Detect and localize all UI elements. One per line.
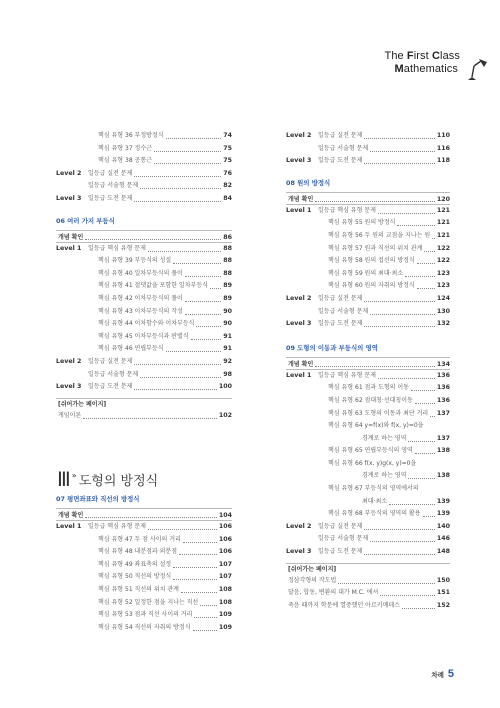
toc-entry[interactable] [56, 534, 232, 547]
level-label: Level 3 [286, 157, 312, 165]
entry-title: 일등급 실전 문제 [318, 132, 363, 139]
chapter-title: 도형의 방정식 [78, 474, 159, 489]
entry-title: 일등급 실전 문제 [88, 169, 133, 177]
entry-page: 140 [436, 522, 450, 530]
entry-page: 109 [218, 623, 232, 631]
break-page-entry[interactable] [286, 587, 450, 600]
entry-page: 75 [223, 144, 232, 152]
break-page-entry[interactable] [56, 410, 232, 423]
toc-entry[interactable] [286, 318, 450, 331]
entry-title: 핵심 유형 68 부등식의 영역의 활용 [328, 510, 421, 518]
leader-dots [134, 170, 221, 177]
entry-title: 일등급 도전 문제 [318, 320, 363, 328]
entry-page: 123 [436, 282, 450, 290]
entry-page: 109 [218, 611, 232, 619]
entry-title: 핵심 유형 66 f(x, y)g(x, y)=0을 [328, 459, 417, 467]
toc-entry[interactable] [56, 521, 232, 534]
toc-entry[interactable] [286, 370, 450, 383]
toc-left-column [56, 130, 232, 422]
level-label: Level 3 [286, 548, 312, 556]
leader-dots [417, 282, 435, 289]
entry-title: 핵심 유형 55 원의 방정식 [328, 219, 396, 227]
toc-entry[interactable] [286, 395, 450, 408]
entry-page: 139 [436, 510, 450, 518]
entry-page: 100 [218, 383, 232, 391]
entry-page: 76 [223, 169, 232, 177]
entry-page: 116 [436, 144, 450, 152]
toc-entry[interactable] [286, 280, 450, 293]
leader-dots [166, 345, 222, 352]
leader-dots [411, 384, 435, 391]
entry-page: 138 [436, 447, 450, 455]
entry-page: 110 [436, 132, 450, 139]
concept-title: 개념 확인 [288, 195, 314, 203]
leader-dots [364, 157, 434, 164]
concept-check-entry[interactable] [56, 230, 232, 243]
entry-page: 88 [223, 244, 232, 252]
toc-entry[interactable] [56, 306, 232, 319]
entry-title: 일등급 서술형 문제 [318, 144, 369, 152]
leader-dots [370, 308, 435, 315]
level-label: Level 2 [56, 169, 82, 177]
entry-page: 89 [223, 294, 232, 302]
entry-title: 핵심 유형 48 내분점과 외분점 [98, 548, 178, 556]
brand-line-2: Mathematics [394, 63, 458, 75]
entry-title: 핵심 유형 40 일차부등식의 풀이 [98, 269, 183, 277]
level-label: Level 3 [56, 194, 82, 202]
break-page-entry[interactable] [286, 600, 450, 613]
entry-page: 122 [436, 257, 450, 265]
entry-page: 150 [436, 576, 450, 584]
entry-page: 90 [223, 320, 232, 328]
leader-dots [430, 410, 435, 417]
level-label: Level 1 [56, 244, 82, 252]
entry-title: 핵심 유형 60 원의 자취의 방정식 [328, 282, 415, 290]
entry-page: 122 [436, 244, 450, 252]
entry-title: 핵심 유형 37 정수근 [98, 144, 152, 152]
entry-page: 136 [436, 371, 450, 379]
leader-dots [426, 422, 448, 429]
entry-page: 137 [436, 434, 450, 442]
leader-dots [405, 270, 435, 277]
toc-entry[interactable] [286, 306, 450, 319]
leader-dots [370, 145, 435, 152]
leader-dots [408, 435, 434, 442]
entry-title: 일등급 핵심 유형 문제 [318, 371, 376, 379]
entry-page: 136 [436, 396, 450, 404]
toc-entry[interactable] [286, 521, 450, 534]
chapter-number: Ⅲ [57, 469, 71, 491]
toc-entry[interactable] [286, 217, 450, 230]
leader-dots [154, 157, 221, 164]
entry-page: 107 [218, 560, 232, 568]
entry-title: 핵심 유형 65 연립부등식의 영역 [328, 447, 413, 455]
toc-entry[interactable] [56, 609, 232, 622]
entry-title: 경계로 하는 영역 [362, 472, 407, 480]
toc-entry[interactable] [56, 571, 232, 584]
concept-title: 개념 확인 [288, 360, 314, 368]
entry-title: 일등급 도전 문제 [88, 383, 133, 391]
entry-page: 121 [436, 219, 450, 227]
leader-dots [191, 333, 222, 340]
chapter-heading [57, 470, 158, 490]
leader-dots [134, 358, 221, 365]
leader-dots [364, 132, 434, 139]
entry-title: 핵심 유형 62 점대칭·선대칭이동 [328, 396, 413, 404]
leader-dots [338, 577, 435, 584]
entry-title: 정삼각형의 작도법 [288, 576, 337, 584]
toc-entry[interactable] [286, 230, 450, 243]
toc-left-column-lower [56, 492, 232, 634]
entry-page: 120 [436, 195, 450, 203]
entry-title: 일등급 도전 문제 [88, 194, 133, 202]
entry-title: 경계로 하는 영역 [362, 434, 407, 442]
leader-dots [364, 523, 434, 530]
leader-dots [418, 460, 448, 467]
entry-title: 핵심 유형 36 부정방정식 [98, 132, 164, 139]
entry-title: 핵심 유형 46 연립부등식 [98, 345, 164, 353]
entry-title: 핵심 유형 42 이차부등식의 풀이 [98, 294, 183, 302]
leader-dots [415, 397, 435, 404]
section-title: 06 여러 가지 부등식 [56, 216, 115, 225]
chapter-quote-mark: » [71, 471, 77, 480]
entry-title: 핵심 유형 52 일정한 점을 지나는 직선 [98, 598, 199, 606]
toc-entry[interactable] [286, 143, 450, 156]
entry-title: 핵심 유형 64 y=f(x)와 f(x, y)=0을 [328, 422, 424, 430]
toc-entry[interactable] [56, 381, 232, 394]
entry-title: 핵심 유형 58 원의 접선의 방정식 [328, 257, 415, 265]
level-label: Level 3 [56, 383, 82, 391]
toc-entry[interactable] [56, 622, 232, 635]
entry-title: 죽음 때까지 학문에 열중했던 아르키메데스 [288, 601, 400, 609]
entry-title: 일등급 실전 문제 [318, 522, 363, 530]
entry-title: 핵심 유형 49 좌표축의 설정 [98, 560, 172, 568]
entry-page: 86 [223, 233, 232, 241]
page-number: 5 [447, 668, 454, 680]
leader-dots [173, 561, 217, 568]
level-label: Level 2 [286, 522, 312, 530]
level-label: Level 2 [286, 132, 312, 139]
entry-title: 핵심 유형 53 점과 직선 사이의 거리 [98, 611, 193, 619]
entry-title: 핵심 유형 59 원의 최대·최소 [328, 269, 404, 277]
leader-dots [85, 233, 221, 240]
leader-dots [378, 372, 435, 379]
leader-dots [378, 207, 435, 214]
toc-entry[interactable] [56, 180, 232, 193]
leader-dots [148, 245, 221, 252]
entry-title: 핵심 유형 47 두 점 사이의 거리 [98, 535, 181, 543]
entry-title: 핵심 유형 54 직선의 자취의 방정식 [98, 623, 191, 631]
entry-page: 108 [218, 585, 232, 593]
entry-page: 84 [223, 194, 232, 202]
entry-page: 82 [223, 182, 232, 190]
toc-entry[interactable] [286, 533, 450, 546]
entry-page: 89 [223, 282, 232, 290]
entry-title: 일등급 실전 문제 [88, 357, 133, 365]
entry-page: 106 [218, 535, 232, 543]
entry-page: 121 [436, 206, 450, 214]
concept-check-entry[interactable] [56, 508, 232, 521]
entry-page: 108 [218, 598, 232, 606]
entry-page: 148 [436, 548, 450, 556]
leader-dots [417, 257, 435, 264]
toc-entry[interactable] [286, 130, 450, 143]
entry-page: 107 [218, 573, 232, 581]
concept-check-entry[interactable] [286, 357, 450, 370]
entry-title: 일등급 서술형 문제 [88, 370, 139, 378]
entry-title: 핵심 유형 44 이차함수와 이차부등식 [98, 320, 195, 328]
toc-entry[interactable] [56, 168, 232, 181]
leader-dots [364, 295, 434, 302]
leader-dots [315, 195, 435, 202]
entry-title: 핵심 유형 45 이차부등식과 판별식 [98, 332, 189, 340]
leader-dots [173, 573, 217, 580]
page-footer [431, 668, 454, 680]
leader-dots [185, 270, 221, 277]
entry-title: 핵심 유형 38 공통근 [98, 157, 152, 165]
leader-dots [432, 232, 435, 239]
entry-title: 일등급 서술형 문제 [318, 535, 369, 543]
toc-entry[interactable] [56, 356, 232, 369]
leader-dots [134, 195, 221, 202]
toc-entry[interactable] [56, 343, 232, 356]
leader-dots [424, 245, 434, 252]
toc-entry[interactable] [286, 243, 450, 256]
toc-entry[interactable] [56, 193, 232, 206]
leader-dots [83, 412, 217, 419]
entry-title: 일등급 핵심 유형 문제 [88, 244, 146, 252]
toc-entry[interactable] [286, 546, 450, 559]
level-label: Level 2 [286, 294, 312, 302]
toc-entry[interactable] [56, 369, 232, 382]
leader-dots [200, 599, 217, 606]
toc-entry[interactable] [56, 584, 232, 597]
toc-entry[interactable] [56, 130, 232, 143]
toc-entry[interactable] [56, 559, 232, 572]
level-label: Level 1 [56, 523, 82, 530]
break-page-entry[interactable] [286, 575, 450, 588]
entry-title: 핵심 유형 63 도형의 이동과 최단 거리 [328, 409, 429, 417]
toc-entry[interactable] [286, 205, 450, 218]
toc-entry[interactable] [286, 268, 450, 281]
toc-entry[interactable] [56, 318, 232, 331]
entry-page: 92 [223, 357, 232, 365]
entry-title: 핵심 유형 56 두 원의 교점을 지나는 원 [328, 231, 431, 239]
entry-page: 106 [218, 523, 232, 530]
toc-entry[interactable] [286, 155, 450, 168]
entry-title: 핵심 유형 39 부등식의 성질 [98, 257, 172, 265]
leader-dots [194, 611, 216, 618]
leader-dots [397, 219, 434, 226]
leader-dots [421, 485, 448, 492]
leader-dots [179, 548, 217, 555]
leader-dots [364, 548, 434, 555]
toc-entry[interactable] [286, 293, 450, 306]
level-label: Level 3 [286, 320, 312, 328]
entry-page: 102 [218, 411, 232, 419]
leader-dots [415, 447, 435, 454]
entry-page: 121 [436, 231, 450, 239]
entry-page: 74 [223, 132, 232, 139]
entry-page: 104 [218, 512, 232, 519]
section-title: 09 도형의 이동과 부등식의 영역 [286, 343, 378, 352]
section-title: 08 원의 방정식 [286, 178, 331, 187]
leader-dots [193, 624, 217, 631]
leader-dots [196, 320, 221, 327]
entry-title: 핵심 유형 41 절댓값을 포함한 일차부등식 [98, 282, 208, 290]
entry-page: 151 [436, 589, 450, 597]
entry-page: 98 [223, 370, 232, 378]
leader-dots [134, 383, 216, 390]
toc-entry[interactable] [286, 255, 450, 268]
toc-entry[interactable] [56, 268, 232, 281]
entry-title: 핵심 유형 67 부등식의 영역에서의 [328, 485, 419, 493]
leader-dots [408, 472, 434, 479]
toc-right-column [286, 130, 450, 612]
entry-page: 137 [436, 409, 450, 417]
leader-dots [85, 511, 217, 518]
entry-title: 핵심 유형 57 원과 직선의 위치 관계 [328, 244, 423, 252]
leader-dots [185, 308, 221, 315]
toc-entry[interactable] [56, 597, 232, 610]
entry-page: 139 [436, 497, 450, 505]
entry-title: 핵심 유형 61 점과 도형의 이동 [328, 384, 409, 392]
entry-title: 일등급 실전 문제 [318, 294, 363, 302]
leader-dots [423, 510, 435, 517]
break-page-label: [쉬어가는 페이지] [56, 398, 232, 410]
toc-entry[interactable] [286, 483, 450, 496]
leader-dots [140, 371, 221, 378]
entry-page: 123 [436, 269, 450, 277]
leader-dots [185, 295, 221, 302]
leader-dots [380, 589, 435, 596]
entry-title: 게임이론 [58, 411, 82, 419]
toc-entry[interactable] [56, 280, 232, 293]
leader-dots [364, 320, 434, 327]
entry-title: 일등급 서술형 문제 [318, 307, 369, 315]
toc-entry[interactable] [286, 382, 450, 395]
leader-dots [166, 132, 222, 139]
toc-entry[interactable] [286, 408, 450, 421]
entry-page: 75 [223, 157, 232, 165]
entry-title: 일등급 서술형 문제 [88, 182, 139, 190]
leader-dots [389, 498, 435, 505]
level-label: Level 2 [56, 357, 82, 365]
toc-entry[interactable] [56, 143, 232, 156]
entry-title: 일등급 핵심 유형 문제 [318, 206, 376, 214]
toc-entry[interactable] [286, 470, 450, 483]
entry-title: 핵심 유형 51 직선의 위치 관계 [98, 585, 179, 593]
leader-dots [140, 182, 221, 189]
toc-entry[interactable] [286, 496, 450, 509]
toc-entry[interactable] [286, 458, 450, 471]
entry-page: 88 [223, 257, 232, 265]
entry-title: 일등급 도전 문제 [318, 548, 363, 556]
toc-entry[interactable] [286, 420, 450, 433]
toc-entry[interactable] [286, 433, 450, 446]
entry-page: 138 [436, 472, 450, 480]
entry-page: 88 [223, 269, 232, 277]
concept-title: 개념 확인 [58, 512, 84, 519]
footer-label: 차례 [431, 671, 444, 679]
entry-page: 136 [436, 384, 450, 392]
brand-logo [385, 50, 461, 76]
level-label: Level 1 [286, 371, 312, 379]
entry-page: 90 [223, 307, 232, 315]
section-title: 07 평면좌표와 직선의 방정식 [56, 495, 140, 503]
entry-title: 최대·최소 [362, 497, 388, 505]
entry-page: 118 [436, 157, 450, 165]
entry-page: 124 [436, 294, 450, 302]
level-label: Level 1 [286, 206, 312, 214]
leader-dots [402, 602, 435, 609]
toc-entry[interactable] [56, 155, 232, 168]
leader-dots [210, 282, 221, 289]
toc-entry[interactable] [286, 508, 450, 521]
entry-page: 106 [218, 548, 232, 556]
entry-page: 130 [436, 307, 450, 315]
leader-dots [148, 523, 217, 530]
entry-title: 일등급 핵심 유형 문제 [88, 523, 146, 530]
toc-entry[interactable] [56, 293, 232, 306]
toc-entry[interactable] [56, 255, 232, 268]
entry-title: 핵심 유형 50 직선의 방정식 [98, 573, 172, 581]
toc-entry[interactable] [56, 243, 232, 256]
entry-page: 146 [436, 535, 450, 543]
leader-dots [181, 586, 217, 593]
entry-title: 일등급 도전 문제 [318, 157, 363, 165]
break-page-label: [쉬어가는 페이지] [286, 563, 450, 575]
entry-page: 91 [223, 345, 232, 353]
leader-dots [370, 535, 435, 542]
leader-dots [173, 257, 221, 264]
toc-entry[interactable] [286, 445, 450, 458]
entry-page: 152 [436, 601, 450, 609]
leader-dots [183, 536, 217, 543]
leader-dots [154, 145, 221, 152]
toc-entry[interactable] [56, 331, 232, 344]
concept-title: 개념 확인 [58, 233, 84, 241]
leader-dots [315, 360, 435, 367]
entry-page: 132 [436, 320, 450, 328]
concept-check-entry[interactable] [286, 192, 450, 205]
toc-entry[interactable] [56, 546, 232, 559]
lamp-icon [464, 56, 490, 82]
entry-page: 91 [223, 332, 232, 340]
entry-title: 핵심 유형 43 이차부등식의 작성 [98, 307, 183, 315]
brand-line-1: The First Class [384, 50, 460, 62]
entry-title: 달음, 합동, 변환의 대가 M.C. 에셔 [288, 589, 379, 597]
entry-page: 134 [436, 360, 450, 368]
